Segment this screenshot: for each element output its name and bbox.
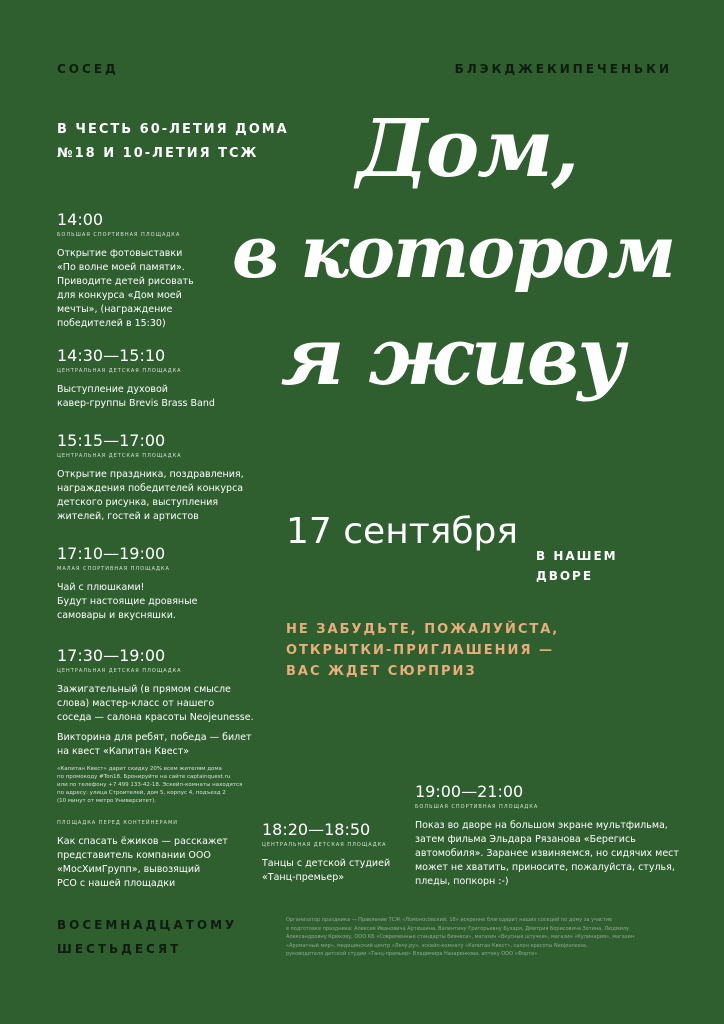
schedule-item <box>57 346 257 411</box>
event-description <box>57 581 257 623</box>
event-description-line: кавер-группы Brevis Brass Band <box>57 398 215 409</box>
event-description-line: Выступление духовой <box>57 384 168 395</box>
schedule-item <box>415 782 715 889</box>
event-time: 19:00—21:00 <box>415 782 524 801</box>
reminder-line-2: ОТКРЫТКИ-ПРИГЛАШЕНИЯ — <box>286 643 554 658</box>
header-left-label: СОСЕД <box>57 62 119 76</box>
event-time: 18:20—18:50 <box>262 820 371 839</box>
event-description-line: Открытие праздника, поздравления, <box>57 469 244 480</box>
event-description-line: «Танц-премьер» <box>262 872 345 883</box>
schedule-item <box>57 646 267 805</box>
note-line: или по телефону +7 499 133-42-18. Эскейп-комнаты находятся <box>57 782 243 788</box>
event-location: ЦЕНТРАЛЬНАЯ ДЕТСКАЯ ПЛОЩАДКА <box>57 368 182 374</box>
schedule-item <box>57 544 257 623</box>
event-description <box>415 819 715 889</box>
event-time: 14:30—15:10 <box>57 346 166 365</box>
invitation-reminder <box>286 619 559 682</box>
event-description-line: пледы, попкорн :-) <box>415 876 509 887</box>
event-description-line: награждения победителей конкурса <box>57 483 244 494</box>
quest-discount-note <box>57 765 267 805</box>
event-location: БОЛЬШАЯ СПОРТИВНАЯ ПЛОЩАДКА <box>57 232 181 238</box>
title-line-1: Дом, <box>356 101 578 195</box>
credits-line: Организатор праздника — Правление ТСЖ «Ломоносовский, 18» искренне благодарит наших соседей по дому за участие <box>286 917 613 923</box>
credits-line: «Ароматный мир», медицинский центр «Лечу.ру», эскейп-комнату «Капитан Квест», салон красоты Neojeunesse, <box>286 942 588 949</box>
event-description-line: затем фильма Эльдара Рязанова «Берегись <box>415 834 636 845</box>
event-description-line: Викторина для ребят, победа — билет <box>57 732 252 743</box>
event-description <box>57 468 267 524</box>
quiz-description <box>57 731 267 759</box>
credits-line: руководителя детской студии «Танц-премьер» Владимира Назаренкова, аптеку ООО «Форте» <box>286 951 538 957</box>
intro-line-2: №18 И 10-ЛЕТИЯ ТСЖ <box>57 146 259 161</box>
event-description <box>57 835 257 891</box>
event-description-line: на квест «Капитан Квест» <box>57 746 190 757</box>
event-description-line: детского рисунка, выступления <box>57 497 219 508</box>
event-description-line: Как спасать ёжиков — расскажет <box>57 836 228 847</box>
event-description-line: жителей, гостей и артистов <box>57 511 199 522</box>
event-time: 17:10—19:00 <box>57 544 166 563</box>
event-description-line: Показ во дворе на большом экране мультфильма, <box>415 820 668 831</box>
reminder-line-3: ВАС ЖДЕТ СЮРПРИЗ <box>286 664 477 679</box>
event-description-line: соседа — салона красоты Neojeunesse. <box>57 712 254 723</box>
event-description <box>57 683 267 725</box>
event-location: ЦЕНТРАЛЬНАЯ ДЕТСКАЯ ПЛОЩАДКА <box>57 668 182 674</box>
event-place-line-2: ДВОРЕ <box>536 569 594 583</box>
credits-line: Александровну Крюкову, ООО КБ «Современные стандарты бизнеса», магазин «Вкусные штучки», магазин «Кулинария», магазин <box>286 934 634 940</box>
footer-slogan-line-1: ВОСЕМНАДЦАТОМУ <box>57 918 238 932</box>
event-time: 14:00 <box>57 210 104 229</box>
event-date: 17 сентября <box>286 511 519 552</box>
event-location: ЦЕНТРАЛЬНАЯ ДЕТСКАЯ ПЛОЩАДКА <box>57 453 182 459</box>
event-location: БОЛЬШАЯ СПОРТИВНАЯ ПЛОЩАДКА <box>415 804 539 810</box>
schedule-item <box>57 431 267 524</box>
event-description-line: может не хватить, приносите, пожалуйста, стулья, <box>415 862 675 873</box>
reminder-line-1: НЕ ЗАБУДЬТЕ, ПОЖАЛУЙСТА, <box>286 622 560 637</box>
footer-slogan-line-2: ШЕСТЬДЕСЯТ <box>57 942 182 956</box>
event-description-line: «По волне моей памяти». <box>57 262 185 273</box>
event-description-line: победителей в 15:30) <box>57 318 166 329</box>
acknowledgements <box>286 916 671 959</box>
schedule-item <box>57 210 257 331</box>
note-line: по адресу: улица Строителей, дом 5, корпус 4, подъезд 2 <box>57 790 226 796</box>
credits-line: в подготовке праздника: Алексея Ивановича Артюшина, Валентину Григорьевну Бухаря, Дмитрия Борисовича Зотина, Людмилу <box>286 925 630 932</box>
note-line: «Капитан Квест» дарит скидку 20% всем жителям дома <box>57 766 222 772</box>
event-description-line: самовары и вкусняшки. <box>57 610 176 621</box>
event-description-line: Зажигательный (в прямом смысле <box>57 684 231 695</box>
event-location: МАЛАЯ СПОРТИВНАЯ ПЛОЩАДКА <box>57 566 170 572</box>
event-time: 17:30—19:00 <box>57 646 166 665</box>
event-description-line: для конкурса «Дом моей <box>57 290 182 301</box>
event-description-line: «МосХимГрупп», вывозящий <box>57 864 201 875</box>
event-description-line: РСО с нашей площадки <box>57 878 176 889</box>
event-description <box>57 383 257 411</box>
event-location: ЦЕНТРАЛЬНАЯ ДЕТСКАЯ ПЛОЩАДКА <box>262 842 387 848</box>
header-right-label: БЛЭКДЖЕКИПЕЧЕНЬКИ <box>454 62 672 76</box>
event-description <box>57 247 257 331</box>
event-description-line: Открытие фотовыставки <box>57 248 183 259</box>
event-description-line: представитель компании ООО <box>57 850 211 861</box>
event-description-line: мечты», (награждение <box>57 304 173 315</box>
schedule-item <box>57 818 257 891</box>
poster-title <box>232 96 675 408</box>
event-description <box>262 857 412 885</box>
title-line-2: в котором <box>232 209 675 294</box>
event-description-line: Танцы с детской студией <box>262 858 391 869</box>
event-description-line: слова) мастер-класс от нашего <box>57 698 215 709</box>
title-line-3: я живу <box>280 309 624 403</box>
event-description-line: автомобиля». Заранее извиняемся, но сидячих мест <box>415 848 679 859</box>
event-place-line-1: В НАШЕМ <box>536 549 618 563</box>
event-description-line: Приводите детей рисовать <box>57 276 194 287</box>
event-description-line: Будут настоящие дровяные <box>57 596 198 607</box>
event-time: 15:15—17:00 <box>57 431 166 450</box>
footer-slogan <box>57 913 237 961</box>
event-place <box>536 546 618 586</box>
intro-line-1: В ЧЕСТЬ 60-ЛЕТИЯ ДОМА <box>57 122 289 137</box>
note-line: (10 минут от метро Университет). <box>57 798 156 804</box>
event-location: ПЛОЩАДКА ПЕРЕД КОНТЕЙНЕРАМИ <box>57 820 179 826</box>
event-description-line: Чай с плюшками! <box>57 582 145 593</box>
schedule-item <box>262 820 412 885</box>
note-line: по промокоду #Ton18. Бронируйте на сайте captainquest.ru <box>57 774 231 780</box>
